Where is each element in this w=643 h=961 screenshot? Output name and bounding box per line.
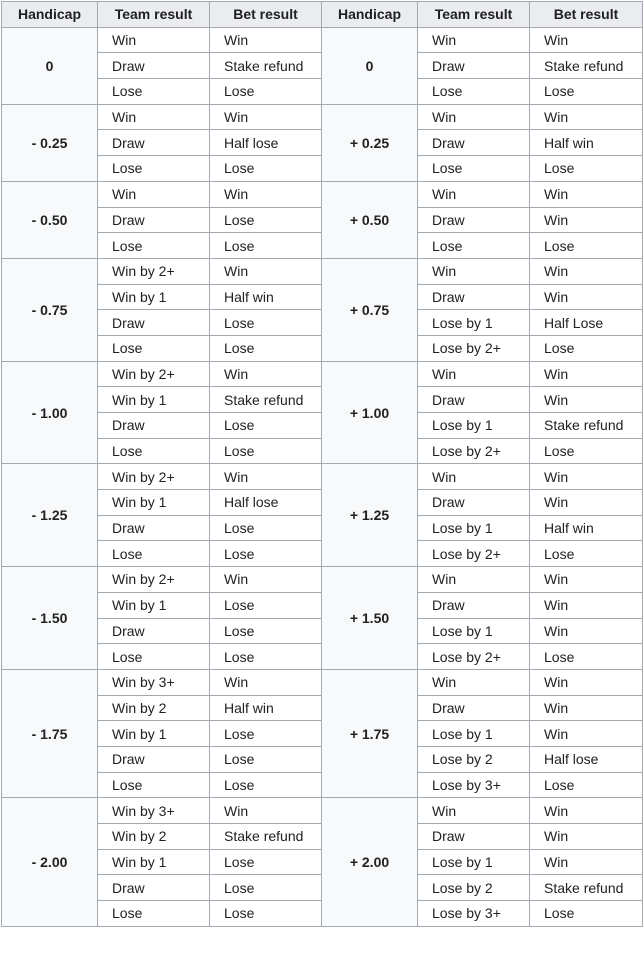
bet-result-cell: Win — [530, 490, 643, 516]
handicap-cell-right: + 1.25 — [322, 464, 418, 567]
bet-result-cell: Win — [530, 181, 643, 207]
team-result-cell: Draw — [418, 130, 530, 156]
bet-result-cell: Win — [530, 669, 643, 695]
team-result-cell: Win — [98, 181, 210, 207]
bet-result-cell: Lose — [530, 541, 643, 567]
team-result-cell: Win — [418, 181, 530, 207]
team-result-cell: Draw — [418, 695, 530, 721]
bet-result-cell: Lose — [210, 772, 322, 798]
team-result-cell: Draw — [98, 207, 210, 233]
bet-result-cell: Stake refund — [210, 387, 322, 413]
bet-result-cell: Lose — [210, 875, 322, 901]
team-result-cell: Lose by 3+ — [418, 772, 530, 798]
bet-result-cell: Lose — [210, 335, 322, 361]
bet-result-cell: Win — [210, 258, 322, 284]
team-result-cell: Lose by 2 — [418, 746, 530, 772]
team-result-cell: Win — [418, 27, 530, 53]
bet-result-cell: Stake refund — [530, 875, 643, 901]
team-result-cell: Lose by 2+ — [418, 644, 530, 670]
team-result-cell: Draw — [98, 413, 210, 439]
bet-result-cell: Lose — [530, 901, 643, 927]
table-row — [2, 258, 643, 284]
team-result-cell: Win — [98, 27, 210, 53]
handicap-cell-right: 0 — [322, 27, 418, 104]
bet-result-cell: Lose — [210, 618, 322, 644]
bet-result-cell: Lose — [210, 644, 322, 670]
bet-result-cell: Win — [530, 104, 643, 130]
team-result-cell: Win by 2 — [98, 695, 210, 721]
bet-result-cell: Win — [530, 592, 643, 618]
team-result-cell: Lose by 2 — [418, 875, 530, 901]
header-handicap-right: Handicap — [322, 2, 418, 28]
bet-result-cell: Lose — [210, 207, 322, 233]
table-row — [2, 669, 643, 695]
bet-result-cell: Half win — [530, 130, 643, 156]
table-row — [2, 464, 643, 490]
handicap-cell-left: - 0.50 — [2, 181, 98, 258]
bet-result-cell: Win — [210, 361, 322, 387]
asian-handicap-table — [1, 1, 643, 927]
bet-result-cell: Lose — [210, 413, 322, 439]
team-result-cell: Lose — [418, 233, 530, 259]
bet-result-cell: Lose — [210, 901, 322, 927]
bet-result-cell: Lose — [530, 156, 643, 182]
bet-result-cell: Lose — [210, 156, 322, 182]
header-handicap-left: Handicap — [2, 2, 98, 28]
team-result-cell: Win by 1 — [98, 387, 210, 413]
team-result-cell: Lose by 3+ — [418, 901, 530, 927]
team-result-cell: Win — [418, 104, 530, 130]
bet-result-cell: Lose — [210, 233, 322, 259]
team-result-cell: Draw — [98, 515, 210, 541]
bet-result-cell: Half lose — [210, 490, 322, 516]
bet-result-cell: Win — [210, 669, 322, 695]
team-result-cell: Win — [418, 567, 530, 593]
bet-result-cell: Win — [530, 284, 643, 310]
team-result-cell: Lose — [98, 438, 210, 464]
handicap-cell-left: - 1.75 — [2, 669, 98, 797]
bet-result-cell: Win — [530, 207, 643, 233]
team-result-cell: Lose by 1 — [418, 849, 530, 875]
handicap-cell-left: 0 — [2, 27, 98, 104]
bet-result-cell: Lose — [530, 772, 643, 798]
handicap-cell-right: + 0.25 — [322, 104, 418, 181]
bet-result-cell: Lose — [530, 233, 643, 259]
bet-result-cell: Win — [530, 258, 643, 284]
team-result-cell: Win — [418, 258, 530, 284]
team-result-cell: Lose — [98, 644, 210, 670]
team-result-cell: Win by 2+ — [98, 361, 210, 387]
bet-result-cell: Half win — [210, 695, 322, 721]
team-result-cell: Win by 1 — [98, 721, 210, 747]
team-result-cell: Win by 2+ — [98, 464, 210, 490]
bet-result-cell: Win — [210, 567, 322, 593]
team-result-cell: Draw — [98, 746, 210, 772]
handicap-cell-left: - 2.00 — [2, 798, 98, 926]
team-result-cell: Lose — [98, 233, 210, 259]
bet-result-cell: Win — [210, 104, 322, 130]
bet-result-cell: Lose — [210, 79, 322, 105]
team-result-cell: Lose — [418, 79, 530, 105]
table-row — [2, 361, 643, 387]
bet-result-cell: Lose — [210, 721, 322, 747]
table-row — [2, 567, 643, 593]
team-result-cell: Win by 2+ — [98, 258, 210, 284]
header-team-result-left: Team result — [98, 2, 210, 28]
team-result-cell: Win by 1 — [98, 284, 210, 310]
team-result-cell: Lose — [418, 156, 530, 182]
team-result-cell: Win by 2+ — [98, 567, 210, 593]
bet-result-cell: Stake refund — [530, 53, 643, 79]
handicap-cell-right: + 0.50 — [322, 181, 418, 258]
bet-result-cell: Lose — [210, 746, 322, 772]
bet-result-cell: Win — [210, 181, 322, 207]
team-result-cell: Draw — [418, 490, 530, 516]
table-body — [2, 27, 643, 926]
table-row — [2, 27, 643, 53]
bet-result-cell: Stake refund — [210, 824, 322, 850]
team-result-cell: Lose by 2+ — [418, 541, 530, 567]
team-result-cell: Lose — [98, 79, 210, 105]
header-bet-result-right: Bet result — [530, 2, 643, 28]
bet-result-cell: Win — [530, 361, 643, 387]
bet-result-cell: Lose — [530, 335, 643, 361]
bet-result-cell: Lose — [210, 849, 322, 875]
team-result-cell: Draw — [418, 53, 530, 79]
team-result-cell: Lose — [98, 772, 210, 798]
handicap-cell-right: + 1.75 — [322, 669, 418, 797]
team-result-cell: Win — [418, 798, 530, 824]
handicap-cell-left: - 0.75 — [2, 258, 98, 361]
team-result-cell: Lose — [98, 541, 210, 567]
bet-result-cell: Win — [530, 27, 643, 53]
team-result-cell: Lose by 1 — [418, 618, 530, 644]
team-result-cell: Win — [98, 104, 210, 130]
team-result-cell: Win by 1 — [98, 849, 210, 875]
team-result-cell: Lose — [98, 335, 210, 361]
bet-result-cell: Win — [530, 798, 643, 824]
team-result-cell: Draw — [98, 53, 210, 79]
team-result-cell: Lose by 2+ — [418, 335, 530, 361]
handicap-cell-left: - 1.25 — [2, 464, 98, 567]
bet-result-cell: Win — [210, 798, 322, 824]
table-row — [2, 798, 643, 824]
team-result-cell: Lose — [98, 156, 210, 182]
team-result-cell: Draw — [418, 284, 530, 310]
bet-result-cell: Win — [530, 387, 643, 413]
bet-result-cell: Half win — [210, 284, 322, 310]
header-team-result-right: Team result — [418, 2, 530, 28]
header-bet-result-left: Bet result — [210, 2, 322, 28]
bet-result-cell: Win — [210, 27, 322, 53]
bet-result-cell: Half lose — [210, 130, 322, 156]
bet-result-cell: Lose — [530, 438, 643, 464]
team-result-cell: Lose by 1 — [418, 515, 530, 541]
team-result-cell: Draw — [98, 618, 210, 644]
bet-result-cell: Win — [530, 824, 643, 850]
bet-result-cell: Win — [210, 464, 322, 490]
team-result-cell: Win — [418, 361, 530, 387]
team-result-cell: Lose by 1 — [418, 310, 530, 336]
bet-result-cell: Win — [530, 464, 643, 490]
bet-result-cell: Half win — [530, 515, 643, 541]
team-result-cell: Lose by 1 — [418, 413, 530, 439]
bet-result-cell: Lose — [210, 438, 322, 464]
handicap-cell-right: + 2.00 — [322, 798, 418, 926]
team-result-cell: Draw — [418, 387, 530, 413]
team-result-cell: Win by 3+ — [98, 798, 210, 824]
handicap-cell-left: - 0.25 — [2, 104, 98, 181]
handicap-cell-left: - 1.50 — [2, 567, 98, 670]
team-result-cell: Win by 1 — [98, 592, 210, 618]
team-result-cell: Win by 3+ — [98, 669, 210, 695]
bet-result-cell: Win — [530, 849, 643, 875]
team-result-cell: Win — [418, 669, 530, 695]
bet-result-cell: Win — [530, 618, 643, 644]
team-result-cell: Draw — [418, 824, 530, 850]
bet-result-cell: Win — [530, 721, 643, 747]
bet-result-cell: Stake refund — [530, 413, 643, 439]
team-result-cell: Win by 1 — [98, 490, 210, 516]
handicap-cell-right: + 1.50 — [322, 567, 418, 670]
bet-result-cell: Lose — [210, 515, 322, 541]
bet-result-cell: Lose — [210, 310, 322, 336]
handicap-cell-right: + 1.00 — [322, 361, 418, 464]
bet-result-cell: Lose — [210, 541, 322, 567]
team-result-cell: Lose by 1 — [418, 721, 530, 747]
team-result-cell: Lose — [98, 901, 210, 927]
table-row — [2, 104, 643, 130]
bet-result-cell: Win — [530, 695, 643, 721]
team-result-cell: Win by 2 — [98, 824, 210, 850]
team-result-cell: Draw — [98, 310, 210, 336]
header-row — [2, 2, 643, 28]
bet-result-cell: Lose — [210, 592, 322, 618]
handicap-cell-left: - 1.00 — [2, 361, 98, 464]
bet-result-cell: Half lose — [530, 746, 643, 772]
bet-result-cell: Lose — [530, 79, 643, 105]
bet-result-cell: Half Lose — [530, 310, 643, 336]
team-result-cell: Win — [418, 464, 530, 490]
team-result-cell: Draw — [418, 592, 530, 618]
team-result-cell: Draw — [418, 207, 530, 233]
team-result-cell: Draw — [98, 130, 210, 156]
team-result-cell: Draw — [98, 875, 210, 901]
bet-result-cell: Stake refund — [210, 53, 322, 79]
table-row — [2, 181, 643, 207]
bet-result-cell: Lose — [530, 644, 643, 670]
bet-result-cell: Win — [530, 567, 643, 593]
handicap-cell-right: + 0.75 — [322, 258, 418, 361]
team-result-cell: Lose by 2+ — [418, 438, 530, 464]
